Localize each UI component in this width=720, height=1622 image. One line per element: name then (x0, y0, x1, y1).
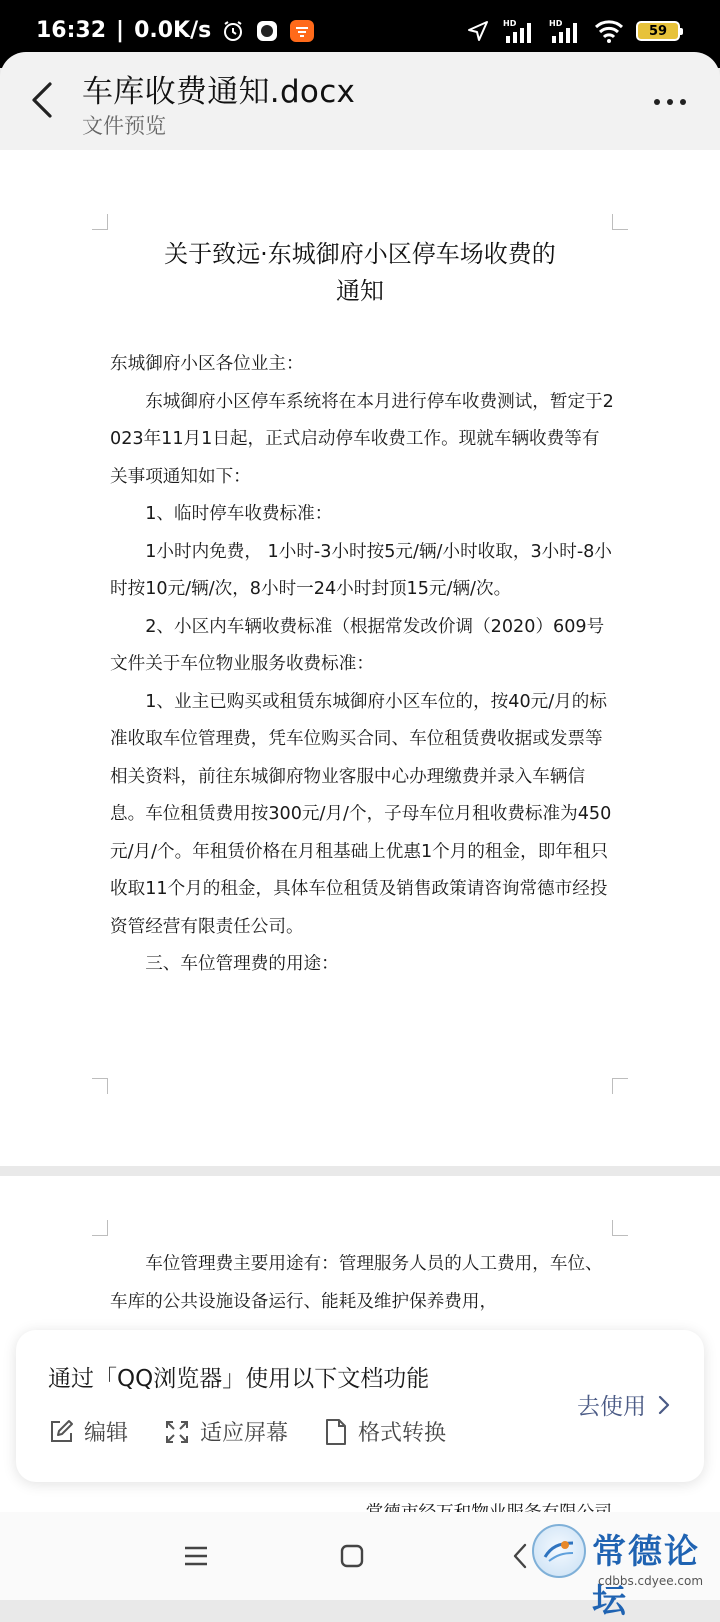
back-button[interactable] (22, 78, 62, 122)
body-paragraph: 2、小区内车辆收费标准（根据常发改价调（2020）609号文件关于车位物业服务收费标准： (110, 616, 605, 674)
nav-home-button[interactable] (332, 1536, 372, 1576)
app-header (0, 52, 720, 150)
fit-screen-label: 适应屏幕 (200, 1421, 289, 1446)
heading-line-2: 通知 (336, 277, 384, 305)
location-icon (466, 19, 490, 43)
status-speed: 0.0K/s (134, 18, 212, 43)
page-corner-mark (92, 1220, 108, 1236)
fit-screen-action[interactable] (164, 1416, 288, 1447)
menu-icon (183, 1545, 209, 1567)
document-body-page-2 (110, 1246, 616, 1321)
watermark-text: 常德论坛 (592, 1532, 700, 1621)
document-heading (110, 236, 610, 310)
taobao-icon (289, 19, 315, 43)
go-use-button[interactable] (577, 1388, 670, 1421)
body-paragraph: 车位管理费主要用途有：管理服务人员的人工费用，车位、车库的公共设施设备运行、能耗及维护保养费用， (110, 1254, 603, 1312)
body-paragraph: 三、车位管理费的用途： (145, 954, 339, 974)
page-corner-mark (92, 214, 108, 230)
qq-browser-promo-card[interactable] (16, 1330, 704, 1482)
more-dot-icon (654, 99, 660, 105)
signal-hd-icon-2 (548, 18, 582, 44)
battery-level: 59 (648, 23, 668, 39)
file-subtitle: 文件预览 (82, 114, 166, 138)
go-use-label: 去使用 (577, 1394, 646, 1420)
page-corner-mark (612, 1078, 628, 1094)
app-icon (255, 19, 279, 43)
signal-hd-icon (502, 18, 536, 44)
format-convert-label: 格式转换 (358, 1421, 447, 1446)
status-divider: | (116, 18, 125, 43)
format-convert-action[interactable] (324, 1416, 446, 1447)
page-corner-mark (612, 1220, 628, 1236)
chevron-right-icon (658, 1395, 670, 1415)
document-page-1[interactable] (0, 150, 720, 1166)
expand-icon (164, 1419, 190, 1445)
edit-icon (48, 1419, 74, 1445)
more-dot-icon (680, 99, 686, 105)
nav-menu-button[interactable] (176, 1536, 216, 1576)
body-paragraph: 1小时内免费， 1小时-3小时按5元/辆/小时收取，3小时-8小时按10元/辆/次，8小时一24小时封顶15元/辆/次。 (110, 541, 612, 599)
page-corner-mark (612, 214, 628, 230)
status-left (36, 18, 315, 43)
heading-line-1: 关于致远·东城御府小区停车场收费的 (164, 240, 556, 268)
svg-text:HD: HD (503, 19, 517, 28)
salutation: 东城御府小区各位业主： (110, 354, 304, 374)
body-paragraph: 1、临时停车收费标准： (145, 504, 333, 524)
page-corner-mark (92, 1078, 108, 1094)
wifi-icon (594, 19, 624, 43)
battery-icon (636, 21, 680, 41)
more-dot-icon (667, 99, 673, 105)
svg-text:HD: HD (549, 19, 563, 28)
promo-actions (48, 1416, 446, 1447)
body-paragraph: 1、业主已购买或租赁东城御府小区车位的，按40元/月的标准收取车位管理费，凭车位购买合同、车位租赁费收据或发票等相关资料，前往东城御府物业客服中心办理缴费并录入车辆信息。车位租赁费用按300元/月/个，子母车位月租收费标准为450元/月/个。年租赁价格在月租基础上优惠1个月的租金，即年租只收取11个月的租金，具体车位租赁及销售政策请咨询常德市经投资管经营有限责任公司。 (110, 691, 612, 937)
more-options-button[interactable] (642, 82, 698, 122)
edit-action-label: 编辑 (84, 1421, 129, 1446)
watermark-logo-icon (532, 1524, 586, 1578)
watermark-url: cdbbs.cdyee.com (598, 1574, 704, 1588)
status-time: 16:32 (36, 18, 107, 43)
document-body (110, 346, 616, 984)
status-right (466, 18, 680, 44)
forum-watermark (524, 1518, 714, 1621)
alarm-icon (221, 19, 245, 43)
document-icon (324, 1418, 348, 1446)
system-nav-bar (0, 1512, 720, 1621)
promo-title: 通过「QQ浏览器」使用以下文档功能 (48, 1366, 430, 1392)
edit-action[interactable] (48, 1416, 128, 1447)
body-paragraph: 东城御府小区停车系统将在本月进行停车收费测试，暂定于2023年11月1日起，正式启动停车收费工作。现就车辆收费等有关事项通知如下： (110, 391, 614, 487)
file-title: 车库收费通知.docx (82, 74, 356, 110)
square-home-icon (340, 1544, 364, 1568)
chevron-left-icon (30, 81, 54, 119)
